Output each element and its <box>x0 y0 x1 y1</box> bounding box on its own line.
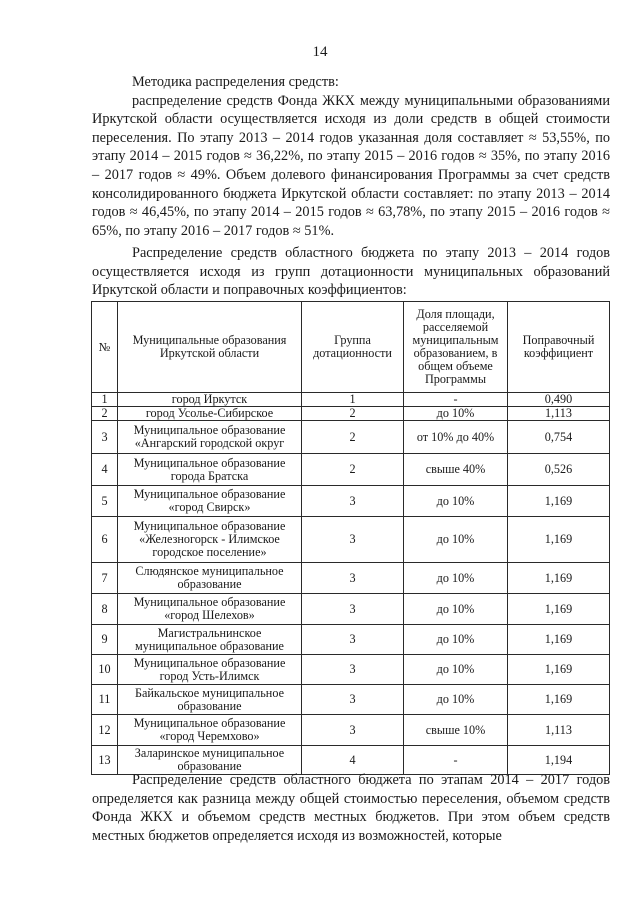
coefficients-table <box>91 301 610 775</box>
cell-group: 3 <box>302 594 404 625</box>
cell-num: 3 <box>92 421 118 454</box>
cell-coefficient: 1,194 <box>508 746 610 775</box>
methodology-heading: Методика распределения средств: <box>132 74 339 90</box>
cell-coefficient: 0,490 <box>508 393 610 407</box>
table-row <box>92 715 610 746</box>
distribution-2013-section <box>92 244 610 300</box>
cell-municipality: Муниципальное образование «город Свирск» <box>118 486 302 517</box>
table-header-row <box>92 302 610 393</box>
table-row <box>92 625 610 655</box>
header-share: Доля площади, расселяемой муниципальным образованием, в общем объеме Программы <box>404 302 508 393</box>
cell-municipality: Муниципальное образование города Братска <box>118 454 302 486</box>
table-row <box>92 407 610 421</box>
cell-group: 3 <box>302 625 404 655</box>
cell-num: 6 <box>92 517 118 563</box>
cell-num: 13 <box>92 746 118 775</box>
cell-municipality: Байкальское муниципальное образование <box>118 685 302 715</box>
cell-num: 11 <box>92 685 118 715</box>
cell-coefficient: 1,169 <box>508 486 610 517</box>
methodology-paragraph: распределение средств Фонда ЖКХ между муниципальными образованиями Иркутской области осуществляется исходя из доли средств в общей стоимости переселения. По этапу 2013 – 2014 годов указанная доля составляет ≈ 53,55%, по этапу 2014 – 2015 годов ≈ 36,22%, по этапу 2015 – 2016 годов ≈ 35%, по этапу 2016 – 2017 годов ≈ 49%. Объем долевого финансирования Программы за счет средств консолидированного бюджета Иркутской области составляет: по этапу 2013 – 2014 годов ≈ 46,45%, по этапу 2014 – 2015 годов ≈ 63,78%, по этапу 2015 – 2016 годов ≈ 65%, по этапу 2016 – 2017 годов ≈ 51%. <box>92 92 610 239</box>
cell-group: 3 <box>302 486 404 517</box>
cell-share: - <box>404 393 508 407</box>
cell-coefficient: 1,113 <box>508 407 610 421</box>
cell-num: 2 <box>92 407 118 421</box>
cell-share: до 10% <box>404 594 508 625</box>
cell-group: 3 <box>302 715 404 746</box>
cell-share: до 10% <box>404 486 508 517</box>
cell-share: от 10% до 40% <box>404 421 508 454</box>
cell-group: 1 <box>302 393 404 407</box>
cell-num: 4 <box>92 454 118 486</box>
cell-share: свыше 40% <box>404 454 508 486</box>
table-row <box>92 685 610 715</box>
cell-coefficient: 0,754 <box>508 421 610 454</box>
cell-municipality: Слюдянское муниципальное образование <box>118 563 302 594</box>
methodology-section <box>92 73 610 240</box>
distribution-2014-2017-section <box>92 771 610 845</box>
cell-num: 5 <box>92 486 118 517</box>
cell-num: 12 <box>92 715 118 746</box>
cell-num: 1 <box>92 393 118 407</box>
cell-share: - <box>404 746 508 775</box>
table-row <box>92 594 610 625</box>
table-row <box>92 563 610 594</box>
cell-municipality: Муниципальное образование «Железногорск - Илимское городское поселение» <box>118 517 302 563</box>
cell-coefficient: 1,169 <box>508 685 610 715</box>
cell-share: до 10% <box>404 563 508 594</box>
page-number: 14 <box>312 44 328 60</box>
cell-municipality: Муниципальное образование «Ангарский городской округ <box>118 421 302 454</box>
distribution-2013-paragraph: Распределение средств областного бюджета по этапу 2013 – 2014 годов осуществляется исходя из групп дотационности муниципальных образований Иркутской области и поправочных коэффициентов: <box>92 245 610 299</box>
header-num: № <box>92 302 118 393</box>
cell-municipality: Заларинское муниципальное образование <box>118 746 302 775</box>
cell-group: 3 <box>302 563 404 594</box>
cell-num: 7 <box>92 563 118 594</box>
cell-coefficient: 0,526 <box>508 454 610 486</box>
cell-group: 2 <box>302 454 404 486</box>
cell-share: до 10% <box>404 685 508 715</box>
cell-coefficient: 1,169 <box>508 563 610 594</box>
cell-municipality: Магистральнинское муниципальное образование <box>118 625 302 655</box>
cell-share: свыше 10% <box>404 715 508 746</box>
cell-coefficient: 1,169 <box>508 517 610 563</box>
cell-share: до 10% <box>404 625 508 655</box>
distribution-2014-2017-paragraph: Распределение средств областного бюджета по этапам 2014 – 2017 годов определяется как разница между общей стоимостью переселения, объемом средств Фонда ЖКХ и объемом средств местных бюджетов. При этом объем средств местных бюджетов определяется исходя из возможностей, которые <box>92 772 610 844</box>
cell-num: 9 <box>92 625 118 655</box>
cell-share: до 10% <box>404 655 508 685</box>
header-coefficient: Поправочный коэффициент <box>508 302 610 393</box>
cell-coefficient: 1,113 <box>508 715 610 746</box>
cell-share: до 10% <box>404 407 508 421</box>
cell-municipality: Муниципальное образование «город Черемхово» <box>118 715 302 746</box>
table-row <box>92 655 610 685</box>
cell-group: 2 <box>302 407 404 421</box>
cell-group: 3 <box>302 517 404 563</box>
cell-municipality: город Иркутск <box>118 393 302 407</box>
table-row <box>92 454 610 486</box>
table-row <box>92 486 610 517</box>
cell-coefficient: 1,169 <box>508 625 610 655</box>
cell-coefficient: 1,169 <box>508 594 610 625</box>
cell-num: 8 <box>92 594 118 625</box>
header-group: Группа дотационности <box>302 302 404 393</box>
cell-municipality: Муниципальное образование «город Шелехов» <box>118 594 302 625</box>
table-row <box>92 393 610 407</box>
cell-municipality: Муниципальное образование город Усть-Илимск <box>118 655 302 685</box>
table-row <box>92 421 610 454</box>
cell-municipality: город Усолье-Сибирское <box>118 407 302 421</box>
cell-coefficient: 1,169 <box>508 655 610 685</box>
cell-group: 3 <box>302 655 404 685</box>
cell-group: 2 <box>302 421 404 454</box>
table-row <box>92 517 610 563</box>
cell-share: до 10% <box>404 517 508 563</box>
cell-group: 4 <box>302 746 404 775</box>
cell-num: 10 <box>92 655 118 685</box>
header-municipality: Муниципальные образования Иркутской области <box>118 302 302 393</box>
cell-group: 3 <box>302 685 404 715</box>
